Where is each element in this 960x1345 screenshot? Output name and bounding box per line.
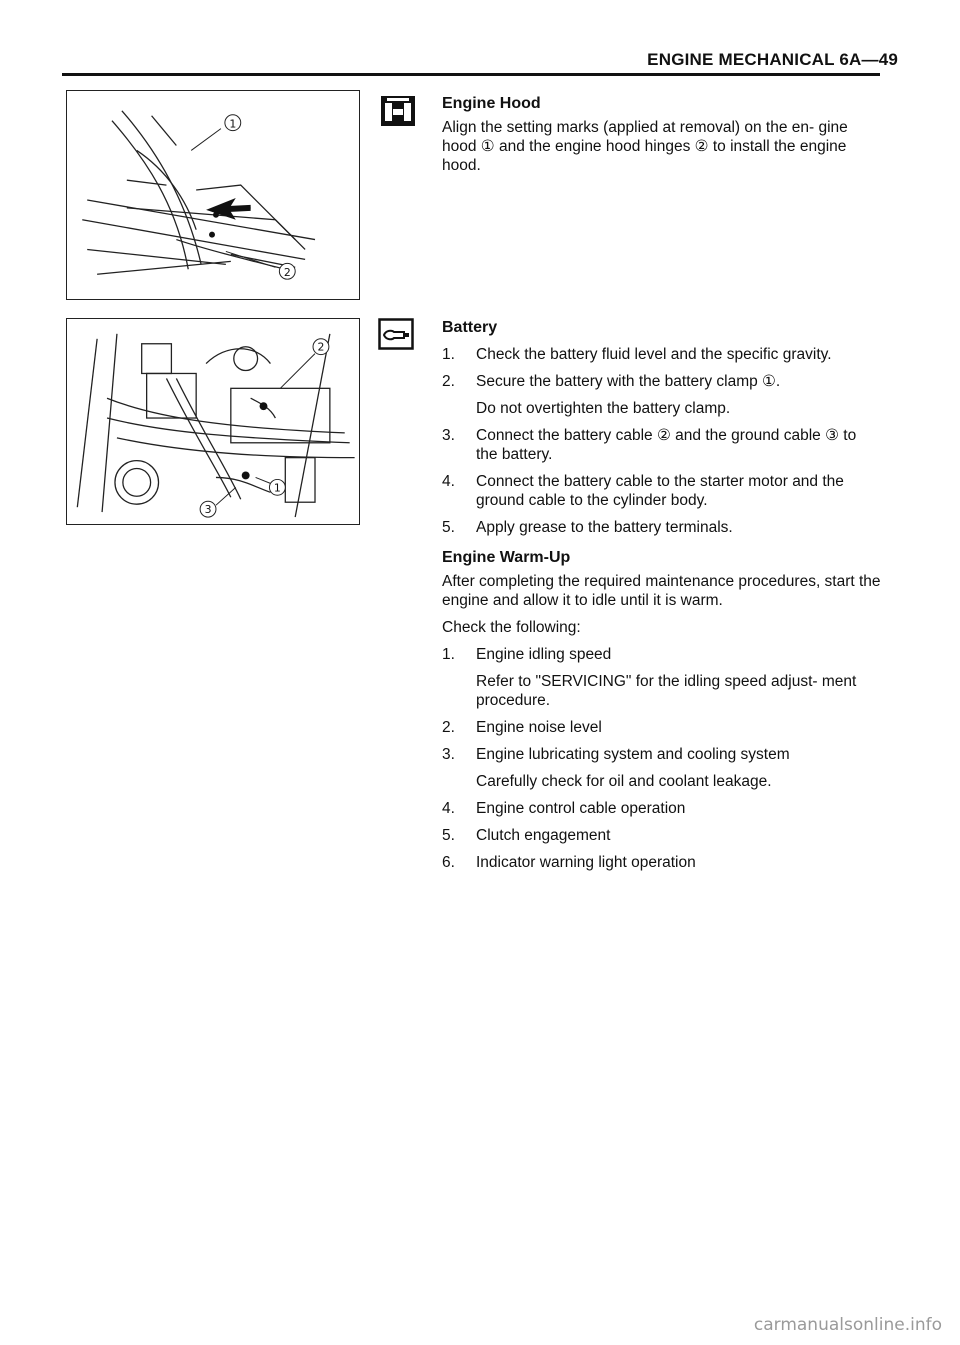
battery-step xyxy=(442,345,882,364)
warm-up-item xyxy=(442,826,882,845)
item-text: Indicator warning light operation xyxy=(476,854,696,871)
callout-2: 2 xyxy=(317,340,325,354)
battery-step xyxy=(442,518,882,537)
step-number: 5. xyxy=(442,519,455,536)
battery-step-note: Do not overtighten the battery clamp. xyxy=(476,400,731,417)
section-engine-warm-up xyxy=(442,548,882,872)
engine-hood-text: Align the setting marks (applied at removal) on the en- gine hood ① and the engine hood hinges ② to install the engine hood. xyxy=(442,119,848,174)
item-text: Engine idling speed xyxy=(476,646,612,663)
item-number: 4. xyxy=(442,800,455,817)
step-number: 3. xyxy=(442,427,455,444)
item-number: 5. xyxy=(442,827,455,844)
warm-up-item xyxy=(442,745,882,764)
figure-engine-hood xyxy=(66,90,360,300)
battery-step xyxy=(442,472,882,510)
engine-hood-heading: Engine Hood xyxy=(442,95,541,112)
step-text: Check the battery fluid level and the specific gravity. xyxy=(476,346,832,363)
warm-up-item xyxy=(442,799,882,818)
warm-up-item xyxy=(442,645,882,664)
battery-step xyxy=(442,372,882,391)
callout-3: 3 xyxy=(204,503,212,517)
figure-battery xyxy=(66,318,360,525)
battery-icon xyxy=(378,318,414,350)
item-text: Engine lubricating system and cooling system xyxy=(476,746,790,763)
step-text: Secure the battery with the battery clamp ①. xyxy=(476,373,781,390)
item-text: Clutch engagement xyxy=(476,827,611,844)
battery-step xyxy=(442,426,882,464)
header-rule xyxy=(62,73,880,76)
step-number: 1. xyxy=(442,346,455,363)
battery-heading: Battery xyxy=(442,319,498,336)
warm-up-item xyxy=(442,853,882,872)
step-text: Connect the battery cable to the starter motor and the ground cable to the cylinder body. xyxy=(476,473,844,509)
item-text: Engine noise level xyxy=(476,719,602,736)
callout-1: 1 xyxy=(273,481,281,495)
footer-watermark: carmanualsonline.info xyxy=(753,1315,942,1335)
item-number: 6. xyxy=(442,854,455,871)
warm-up-check: Check the following: xyxy=(442,619,581,636)
battery-illustration xyxy=(67,319,359,524)
warm-up-item-note: Refer to "SERVICING" for the idling speed adjust- ment procedure. xyxy=(476,673,857,709)
section-engine-hood xyxy=(442,94,882,175)
hood-illustration xyxy=(67,91,359,299)
item-number: 3. xyxy=(442,746,455,763)
callout-2: 2 xyxy=(283,266,291,280)
step-number: 4. xyxy=(442,473,455,490)
warm-up-item xyxy=(442,718,882,737)
item-text: Engine control cable operation xyxy=(476,800,686,817)
install-icon xyxy=(380,95,416,127)
step-number: 2. xyxy=(442,373,455,390)
section-battery xyxy=(442,318,882,537)
callout-1: 1 xyxy=(229,117,237,131)
page-header-title: ENGINE MECHANICAL 6A—49 xyxy=(647,50,898,69)
warm-up-item-note: Carefully check for oil and coolant leakage. xyxy=(476,773,772,790)
step-text: Apply grease to the battery terminals. xyxy=(476,519,733,536)
step-text: Connect the battery cable ② and the ground cable ③ to the battery. xyxy=(476,427,857,463)
warm-up-intro: After completing the required maintenance procedures, start the engine and allow it to idle until it is warm. xyxy=(442,573,881,609)
item-number: 2. xyxy=(442,719,455,736)
item-number: 1. xyxy=(442,646,455,663)
warm-up-heading: Engine Warm-Up xyxy=(442,549,571,566)
